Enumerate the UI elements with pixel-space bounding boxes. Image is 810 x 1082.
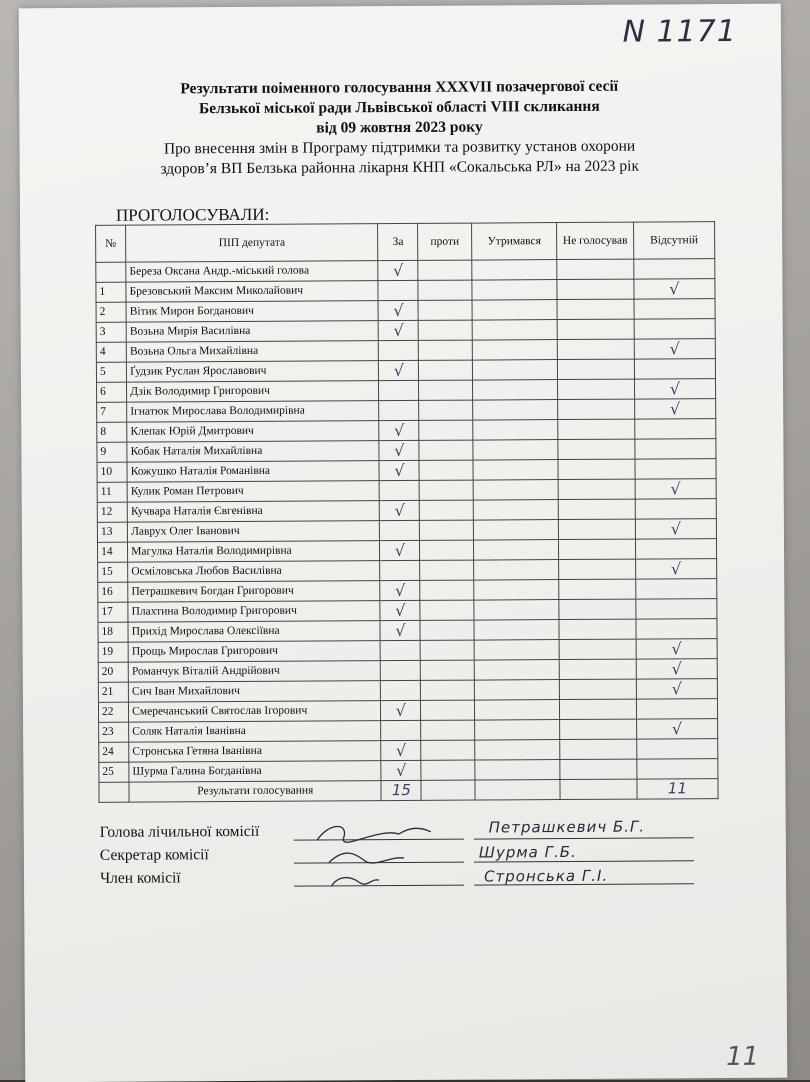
vote-ne-holosuvav-cell <box>558 499 635 519</box>
vote-ne-holosuvav-cell <box>557 259 634 279</box>
deputy-name: Ґудзик Руслан Ярославович <box>127 361 379 383</box>
vote-za-mark <box>380 560 420 580</box>
vote-proty-cell <box>419 480 473 500</box>
vote-proty-cell <box>421 700 475 720</box>
absent-mark <box>634 299 715 319</box>
vote-ne-holosuvav-cell <box>559 659 636 679</box>
vote-ne-holosuvav-cell <box>559 599 636 619</box>
heading-line-4: Про внесення змін в Програму підтримки та розвитку установ охорони <box>163 137 636 158</box>
vote-proty-cell <box>418 280 472 300</box>
row-number: 5 <box>96 362 126 382</box>
vote-utrymavsia-cell <box>472 260 557 281</box>
vote-za-mark: √ <box>378 260 418 280</box>
result-utrymavsia <box>475 780 560 801</box>
row-number: 13 <box>97 522 127 542</box>
vote-za-mark <box>378 280 418 300</box>
vote-za-mark: √ <box>381 760 421 780</box>
vote-za-mark <box>381 680 421 700</box>
vote-ne-holosuvav-cell <box>560 679 637 699</box>
head-name: Петрашкевич Б.Г. <box>488 817 646 837</box>
vote-proty-cell <box>419 380 473 400</box>
vote-za-mark: √ <box>378 300 418 320</box>
vote-za-mark <box>379 400 419 420</box>
absent-mark <box>634 319 715 339</box>
vote-proty-cell <box>421 740 475 760</box>
vote-ne-holosuvav-cell <box>560 739 637 759</box>
vote-za-mark: √ <box>380 600 420 620</box>
voted-label: ПРОГОЛОСУВАЛИ: <box>115 204 270 225</box>
heading-line-3: від 09 жовтня 2023 року <box>316 118 483 137</box>
vote-utrymavsia-cell <box>472 360 557 381</box>
row-number: 18 <box>98 622 128 642</box>
row-number: 11 <box>97 482 127 502</box>
vote-proty-cell <box>421 660 475 680</box>
vote-utrymavsia-cell <box>473 460 558 481</box>
vote-ne-holosuvav-cell <box>559 619 636 639</box>
deputy-name: Брезовський Максим Миколайович <box>126 281 378 303</box>
absent-mark <box>634 359 715 379</box>
absent-mark <box>637 759 718 779</box>
deputy-name: Возьна Ольга Михайлівна <box>126 341 378 363</box>
vote-proty-cell <box>421 720 475 740</box>
vote-proty-cell <box>419 460 473 480</box>
result-za: 15 <box>381 780 421 800</box>
deputy-name: Стронська Гетяна Іванівна <box>129 741 381 763</box>
absent-mark: √ <box>635 479 716 499</box>
vote-za-mark: √ <box>379 440 419 460</box>
absent-mark <box>636 699 717 719</box>
vote-utrymavsia-cell <box>474 660 559 681</box>
deputy-name: Романчук Віталій Андрійович <box>128 661 380 683</box>
handwritten-signatures <box>309 812 439 893</box>
absent-mark: √ <box>636 719 717 739</box>
vote-rows <box>96 259 718 783</box>
vote-utrymavsia-cell <box>474 640 559 661</box>
absent-mark: √ <box>635 559 716 579</box>
vote-ne-holosuvav-cell <box>559 559 636 579</box>
vote-proty-cell <box>420 580 474 600</box>
vote-proty-cell <box>418 300 472 320</box>
deputy-name: Ігнатюк Мирослава Володимирівна <box>127 401 379 423</box>
vote-ne-holosuvav-cell <box>558 439 635 459</box>
absent-mark <box>636 579 717 599</box>
vote-proty-cell <box>420 500 474 520</box>
deputy-name: Магулка Наталія Володимирівна <box>128 541 380 563</box>
vote-proty-cell <box>421 760 475 780</box>
absent-mark: √ <box>634 379 715 399</box>
heading-line-2: Белзької міської ради Львівської області VIII скликання <box>198 97 600 118</box>
col-vidsutnii: Відсутній <box>633 222 714 259</box>
vote-proty-cell <box>420 600 474 620</box>
absent-mark: √ <box>635 519 716 539</box>
deputy-name: Вітик Мирон Богданович <box>126 301 378 323</box>
document-number: N 1171 <box>622 13 737 50</box>
vote-utrymavsia-cell <box>473 480 558 501</box>
vote-ne-holosuvav-cell <box>558 459 635 479</box>
absent-mark: √ <box>634 399 715 419</box>
absent-mark: √ <box>636 639 717 659</box>
vote-utrymavsia-cell <box>474 560 559 581</box>
vote-proty-cell <box>419 360 473 380</box>
row-number: 12 <box>97 502 127 522</box>
vote-ne-holosuvav-cell <box>558 359 635 379</box>
vote-utrymavsia-cell <box>474 700 559 721</box>
deputy-name: Кулик Роман Петрович <box>127 481 379 503</box>
row-number: 17 <box>98 602 128 622</box>
deputy-name: Береза Оксана Андр.-міський голова <box>126 261 378 283</box>
vote-proty-cell <box>419 340 473 360</box>
vote-za-mark: √ <box>379 360 419 380</box>
deputy-name: Шурма Галина Богданівна <box>129 761 381 783</box>
vote-utrymavsia-cell <box>472 320 557 341</box>
vote-proty-cell <box>419 400 473 420</box>
absent-mark: √ <box>636 679 717 699</box>
row-number: 19 <box>98 642 128 662</box>
vote-utrymavsia-cell <box>473 500 558 521</box>
row-number: 23 <box>99 722 129 742</box>
vote-ne-holosuvav-cell <box>560 699 637 719</box>
secretary-name: Шурма Г.Б. <box>478 842 577 862</box>
vote-proty-cell <box>420 540 474 560</box>
vote-za-mark: √ <box>379 320 419 340</box>
row-number: 22 <box>98 702 128 722</box>
vote-proty-cell <box>421 680 475 700</box>
vote-utrymavsia-cell <box>472 280 557 301</box>
vote-utrymavsia-cell <box>473 380 558 401</box>
vote-utrymavsia-cell <box>474 620 559 641</box>
deputy-name: Петрашкевич Богдан Григорович <box>128 581 380 603</box>
vote-ne-holosuvav-cell <box>559 579 636 599</box>
secretary-label: Секретар комісії <box>99 846 209 864</box>
head-name-line <box>474 837 694 839</box>
vote-za-mark <box>379 340 419 360</box>
row-number: 14 <box>97 542 127 562</box>
vote-ne-holosuvav-cell <box>558 479 635 499</box>
vote-proty-cell <box>420 560 474 580</box>
row-number: 1 <box>96 282 126 302</box>
vote-utrymavsia-cell <box>472 300 557 321</box>
deputy-name: Прощь Мирослав Григорович <box>128 641 380 663</box>
vote-ne-holosuvav-cell <box>557 299 634 319</box>
vote-ne-holosuvav-cell <box>559 539 636 559</box>
row-number: 15 <box>98 562 128 582</box>
document-heading <box>79 76 720 180</box>
deputy-name: Кожушко Наталія Романівна <box>127 461 379 483</box>
heading-line-5: здоров’я ВП Белзька районна лікарня КНП «Сокальська РЛ» на 2023 рік <box>160 157 640 178</box>
col-name: ПІП депутата <box>126 224 378 263</box>
vote-proty-cell <box>420 520 474 540</box>
col-ne-holosuvav: Не голосував <box>557 222 634 259</box>
col-number: № <box>96 225 126 262</box>
result-empty <box>99 782 129 802</box>
heading-line-1: Результати поіменного голосування XXXVII позачергової сесії <box>180 77 619 98</box>
vote-za-mark: √ <box>379 420 419 440</box>
vote-za-mark: √ <box>380 580 420 600</box>
vote-utrymavsia-cell <box>473 420 558 441</box>
row-number: 9 <box>97 442 127 462</box>
vote-proty-cell <box>420 640 474 660</box>
vote-utrymavsia-cell <box>475 720 560 741</box>
vote-utrymavsia-cell <box>474 680 559 701</box>
deputy-name: Лаврух Олег Іванович <box>128 521 380 543</box>
vote-za-mark: √ <box>381 700 421 720</box>
deputy-name: Возьна Мирія Василівна <box>126 321 378 343</box>
row-number: 7 <box>97 402 127 422</box>
vote-za-mark <box>381 660 421 680</box>
deputy-name: Плахтина Володимир Григорович <box>128 601 380 623</box>
vote-ne-holosuvav-cell <box>558 399 635 419</box>
vote-ne-holosuvav-cell <box>558 419 635 439</box>
vote-utrymavsia-cell <box>475 760 560 781</box>
vote-proty-cell <box>418 320 472 340</box>
vote-za-mark: √ <box>381 740 421 760</box>
vote-ne-holosuvav-cell <box>559 519 636 539</box>
result-row <box>99 779 718 803</box>
absent-mark <box>635 499 716 519</box>
absent-mark: √ <box>636 659 717 679</box>
table-header-row <box>96 222 715 263</box>
vote-ne-holosuvav-cell <box>557 319 634 339</box>
vote-za-mark <box>381 720 421 740</box>
row-number: 8 <box>97 422 127 442</box>
row-number: 25 <box>99 762 129 782</box>
vote-utrymavsia-cell <box>473 400 558 421</box>
vote-utrymavsia-cell <box>473 520 558 541</box>
vote-ne-holosuvav-cell <box>558 379 635 399</box>
vote-za-mark <box>379 380 419 400</box>
absent-mark <box>636 599 717 619</box>
row-number: 21 <box>98 682 128 702</box>
vote-ne-holosuvav-cell <box>560 759 637 779</box>
deputy-name: Осміловська Любов Василівна <box>128 561 380 583</box>
result-label: Результати голосування <box>129 781 381 803</box>
vote-ne-holosuvav-cell <box>557 339 634 359</box>
absent-mark <box>636 619 717 639</box>
absent-mark: √ <box>634 339 715 359</box>
absent-mark <box>634 259 715 279</box>
vote-proty-cell <box>420 620 474 640</box>
absent-mark <box>635 459 716 479</box>
result-vidsutnii: 11 <box>637 779 718 799</box>
vote-proty-cell <box>419 420 473 440</box>
row-number <box>96 262 126 282</box>
vote-proty-cell <box>419 440 473 460</box>
deputy-name: Сич Іван Михайлович <box>128 681 380 703</box>
votes-table <box>95 221 719 803</box>
deputy-name: Клепак Юрій Дмитрович <box>127 421 379 443</box>
vote-ne-holosuvav-cell <box>559 639 636 659</box>
vote-utrymavsia-cell <box>473 440 558 461</box>
deputy-name: Прихід Мирослава Олексіївна <box>128 621 380 643</box>
signature-labels <box>100 820 260 890</box>
vote-za-mark: √ <box>380 540 420 560</box>
deputy-name: Смеречанський Святослав Ігорович <box>129 701 381 723</box>
absent-mark <box>635 539 716 559</box>
head-label: Голова лічильної комісії <box>99 822 260 841</box>
page-corner-mark: 11 <box>725 1041 760 1073</box>
absent-mark: √ <box>634 279 715 299</box>
row-number: 2 <box>96 302 126 322</box>
row-number: 3 <box>96 322 126 342</box>
col-proty: проти <box>418 223 472 260</box>
vote-za-mark <box>380 520 420 540</box>
vote-utrymavsia-cell <box>474 580 559 601</box>
deputy-name: Соляк Наталія Іванівна <box>129 721 381 743</box>
vote-proty-cell <box>418 260 472 280</box>
vote-za-mark <box>379 480 419 500</box>
deputy-name: Кобак Наталія Михайлівна <box>127 441 379 463</box>
member-name: Стронська Г.І. <box>483 866 609 886</box>
vote-za-mark: √ <box>380 500 420 520</box>
vote-za-mark: √ <box>379 460 419 480</box>
vote-za-mark <box>380 640 420 660</box>
deputy-name: Дзік Володимир Григорович <box>127 381 379 403</box>
vote-ne-holosuvav-cell <box>560 719 637 739</box>
absent-mark <box>635 419 716 439</box>
result-proty <box>421 780 475 800</box>
row-number: 4 <box>96 342 126 362</box>
deputy-name: Кучвара Наталія Євгенівна <box>127 501 379 523</box>
row-number: 24 <box>99 742 129 762</box>
result-ne-holosuvav <box>560 779 637 799</box>
member-label: Член комісії <box>99 869 181 887</box>
vote-utrymavsia-cell <box>472 340 557 361</box>
vote-utrymavsia-cell <box>475 740 560 761</box>
row-number: 16 <box>98 582 128 602</box>
col-utrymavsia: Утримався <box>472 223 557 261</box>
row-number: 20 <box>98 662 128 682</box>
row-number: 10 <box>97 462 127 482</box>
col-za: За <box>378 223 418 260</box>
absent-mark <box>637 739 718 759</box>
vote-utrymavsia-cell <box>474 540 559 561</box>
vote-za-mark: √ <box>380 620 420 640</box>
document-sheet <box>19 4 788 1082</box>
vote-ne-holosuvav-cell <box>557 279 634 299</box>
absent-mark <box>635 439 716 459</box>
row-number: 6 <box>97 382 127 402</box>
vote-utrymavsia-cell <box>474 600 559 621</box>
